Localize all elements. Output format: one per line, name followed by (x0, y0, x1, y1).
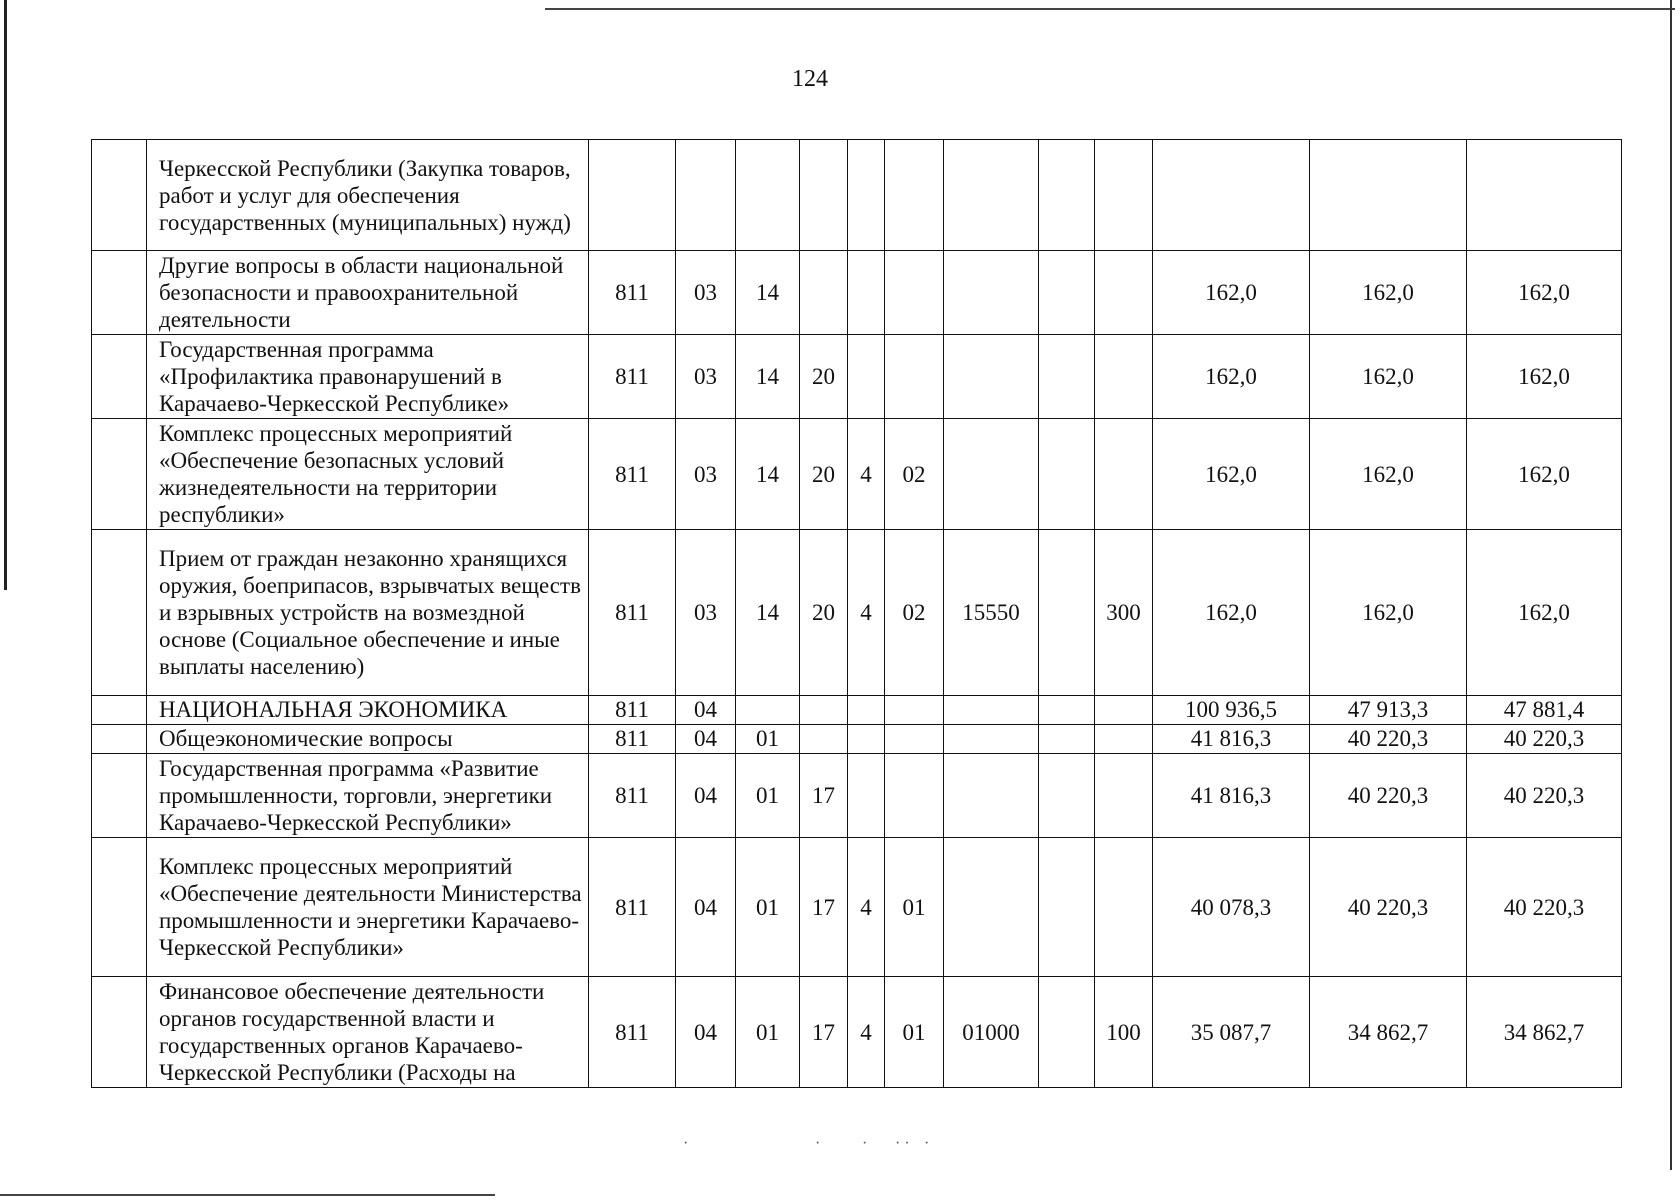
cell-year2: 40 220,3 (1310, 725, 1467, 754)
cell-pr: 14 (736, 251, 800, 335)
table-row (92, 725, 1622, 754)
cell-num (92, 140, 147, 251)
cell-vr (1095, 696, 1153, 725)
cell-pr: 01 (736, 725, 800, 754)
cell-num (92, 419, 147, 530)
cell-direction (944, 696, 1039, 725)
cell-vr: 100 (1095, 977, 1153, 1088)
cell-name: Общеэкономические вопросы (147, 725, 589, 754)
cell-type (848, 140, 885, 251)
cell-grbs: 811 (589, 530, 676, 696)
cell-subprogram: 02 (885, 419, 944, 530)
cell-pr (736, 696, 800, 725)
table-row (92, 335, 1622, 419)
cell-subprogram (885, 251, 944, 335)
cell-blank (1039, 251, 1095, 335)
cell-subprogram (885, 754, 944, 838)
table-row (92, 530, 1622, 696)
cell-subprogram: 01 (885, 838, 944, 977)
cell-year1: 100 936,5 (1153, 696, 1310, 725)
cell-name: НАЦИОНАЛЬНАЯ ЭКОНОМИКА (147, 696, 589, 725)
cell-blank (1039, 140, 1095, 251)
cell-year3: 34 862,7 (1467, 977, 1622, 1088)
cell-type: 4 (848, 530, 885, 696)
cell-year3: 40 220,3 (1467, 838, 1622, 977)
cell-num (92, 977, 147, 1088)
cell-year1: 41 816,3 (1153, 725, 1310, 754)
cell-vr (1095, 251, 1153, 335)
cell-program (800, 251, 848, 335)
cell-type: 4 (848, 419, 885, 530)
cell-year1: 162,0 (1153, 419, 1310, 530)
cell-year1: 41 816,3 (1153, 754, 1310, 838)
cell-grbs: 811 (589, 696, 676, 725)
cell-vr (1095, 335, 1153, 419)
cell-program: 17 (800, 754, 848, 838)
cell-name: Государственная программа «Развитие промышленности, торговли, энергетики Карачаево-Черкесской Республики» (147, 754, 589, 838)
cell-year3: 162,0 (1467, 251, 1622, 335)
cell-grbs: 811 (589, 754, 676, 838)
table-row (92, 838, 1622, 977)
cell-rz (676, 140, 736, 251)
cell-grbs: 811 (589, 251, 676, 335)
cell-direction (944, 754, 1039, 838)
table-row (92, 140, 1622, 251)
scan-speck: · (924, 1135, 930, 1152)
cell-blank (1039, 696, 1095, 725)
cell-year2: 40 220,3 (1310, 838, 1467, 977)
cell-rz: 04 (676, 696, 736, 725)
cell-subprogram (885, 140, 944, 251)
cell-pr: 14 (736, 530, 800, 696)
cell-year3: 47 881,4 (1467, 696, 1622, 725)
cell-year1: 162,0 (1153, 251, 1310, 335)
cell-direction (944, 140, 1039, 251)
cell-type (848, 696, 885, 725)
cell-direction: 01000 (944, 977, 1039, 1088)
cell-blank (1039, 725, 1095, 754)
cell-year3: 162,0 (1467, 419, 1622, 530)
cell-pr: 01 (736, 754, 800, 838)
cell-type (848, 251, 885, 335)
cell-year3: 162,0 (1467, 530, 1622, 696)
cell-name: Черкесской Республики (Закупка товаров, работ и услуг для обеспечения государственных (муниципальных) нужд) (147, 140, 589, 251)
cell-year3: 40 220,3 (1467, 725, 1622, 754)
cell-pr: 14 (736, 419, 800, 530)
cell-vr (1095, 838, 1153, 977)
cell-num (92, 530, 147, 696)
cell-subprogram (885, 696, 944, 725)
cell-year3 (1467, 140, 1622, 251)
cell-grbs: 811 (589, 977, 676, 1088)
cell-subprogram: 02 (885, 530, 944, 696)
scan-speck: · (862, 1135, 868, 1152)
cell-program: 20 (800, 530, 848, 696)
cell-blank (1039, 335, 1095, 419)
page-number: 124 (792, 66, 828, 92)
cell-pr: 14 (736, 335, 800, 419)
cell-year1: 162,0 (1153, 530, 1310, 696)
cell-name: Другие вопросы в области национальной безопасности и правоохранительной деятельности (147, 251, 589, 335)
cell-year1 (1153, 140, 1310, 251)
cell-rz: 04 (676, 725, 736, 754)
cell-program: 17 (800, 838, 848, 977)
scan-speck: · · (895, 1135, 910, 1152)
cell-subprogram: 01 (885, 977, 944, 1088)
cell-type (848, 725, 885, 754)
cell-grbs (589, 140, 676, 251)
cell-rz: 03 (676, 335, 736, 419)
cell-program (800, 725, 848, 754)
table-row (92, 251, 1622, 335)
cell-type: 4 (848, 977, 885, 1088)
cell-direction (944, 335, 1039, 419)
cell-direction (944, 419, 1039, 530)
cell-name: Комплекс процессных мероприятий «Обеспечение деятельности Министерства промышленности и энергетики Карачаево-Черкесской Республики» (147, 838, 589, 977)
scan-edge-top (545, 8, 1675, 10)
cell-year2: 34 862,7 (1310, 977, 1467, 1088)
cell-blank (1039, 419, 1095, 530)
cell-rz: 04 (676, 838, 736, 977)
cell-grbs: 811 (589, 335, 676, 419)
scan-edge-right (1670, 0, 1672, 1170)
cell-pr: 01 (736, 977, 800, 1088)
cell-year3: 162,0 (1467, 335, 1622, 419)
cell-direction (944, 251, 1039, 335)
cell-subprogram (885, 725, 944, 754)
cell-direction: 15550 (944, 530, 1039, 696)
cell-blank (1039, 977, 1095, 1088)
table-row (92, 419, 1622, 530)
cell-rz: 04 (676, 977, 736, 1088)
cell-name: Прием от граждан незаконно хранящихся оружия, боеприпасов, взрывчатых веществ и взрывных устройств на возмездной основе (Социальное обеспечение и иные выплаты населению) (147, 530, 589, 696)
cell-program: 20 (800, 419, 848, 530)
cell-year1: 162,0 (1153, 335, 1310, 419)
cell-rz: 03 (676, 251, 736, 335)
cell-program (800, 140, 848, 251)
scan-edge-bottom (0, 1194, 495, 1196)
cell-grbs: 811 (589, 419, 676, 530)
cell-pr: 01 (736, 838, 800, 977)
cell-year1: 40 078,3 (1153, 838, 1310, 977)
cell-pr (736, 140, 800, 251)
cell-program: 20 (800, 335, 848, 419)
cell-type: 4 (848, 838, 885, 977)
cell-year2 (1310, 140, 1467, 251)
cell-rz: 03 (676, 530, 736, 696)
cell-rz: 03 (676, 419, 736, 530)
cell-grbs: 811 (589, 838, 676, 977)
table-row (92, 696, 1622, 725)
cell-vr (1095, 754, 1153, 838)
cell-blank (1039, 754, 1095, 838)
cell-year2: 40 220,3 (1310, 754, 1467, 838)
cell-num (92, 335, 147, 419)
cell-vr: 300 (1095, 530, 1153, 696)
table-row (92, 754, 1622, 838)
cell-num (92, 725, 147, 754)
cell-name: Государственная программа «Профилактика правонарушений в Карачаево-Черкесской Республике» (147, 335, 589, 419)
cell-year3: 40 220,3 (1467, 754, 1622, 838)
cell-rz: 04 (676, 754, 736, 838)
budget-table (91, 139, 1622, 1088)
scan-speck: · (815, 1135, 821, 1152)
table-row (92, 977, 1622, 1088)
cell-type (848, 335, 885, 419)
cell-direction (944, 725, 1039, 754)
cell-blank (1039, 530, 1095, 696)
cell-year2: 162,0 (1310, 335, 1467, 419)
cell-direction (944, 838, 1039, 977)
cell-program (800, 696, 848, 725)
cell-year2: 47 913,3 (1310, 696, 1467, 725)
cell-subprogram (885, 335, 944, 419)
cell-name: Финансовое обеспечение деятельности органов государственной власти и государственных органов Карачаево-Черкесской Республики (Расходы на (147, 977, 589, 1088)
cell-year1: 35 087,7 (1153, 977, 1310, 1088)
cell-num (92, 696, 147, 725)
cell-program: 17 (800, 977, 848, 1088)
cell-name: Комплекс процессных мероприятий «Обеспечение безопасных условий жизнедеятельности на территории республики» (147, 419, 589, 530)
cell-num (92, 251, 147, 335)
cell-blank (1039, 838, 1095, 977)
cell-year2: 162,0 (1310, 530, 1467, 696)
cell-num (92, 754, 147, 838)
cell-vr (1095, 140, 1153, 251)
cell-vr (1095, 725, 1153, 754)
cell-year2: 162,0 (1310, 251, 1467, 335)
cell-year2: 162,0 (1310, 419, 1467, 530)
cell-num (92, 838, 147, 977)
scan-speck: · (683, 1135, 689, 1152)
cell-vr (1095, 419, 1153, 530)
cell-grbs: 811 (589, 725, 676, 754)
cell-type (848, 754, 885, 838)
